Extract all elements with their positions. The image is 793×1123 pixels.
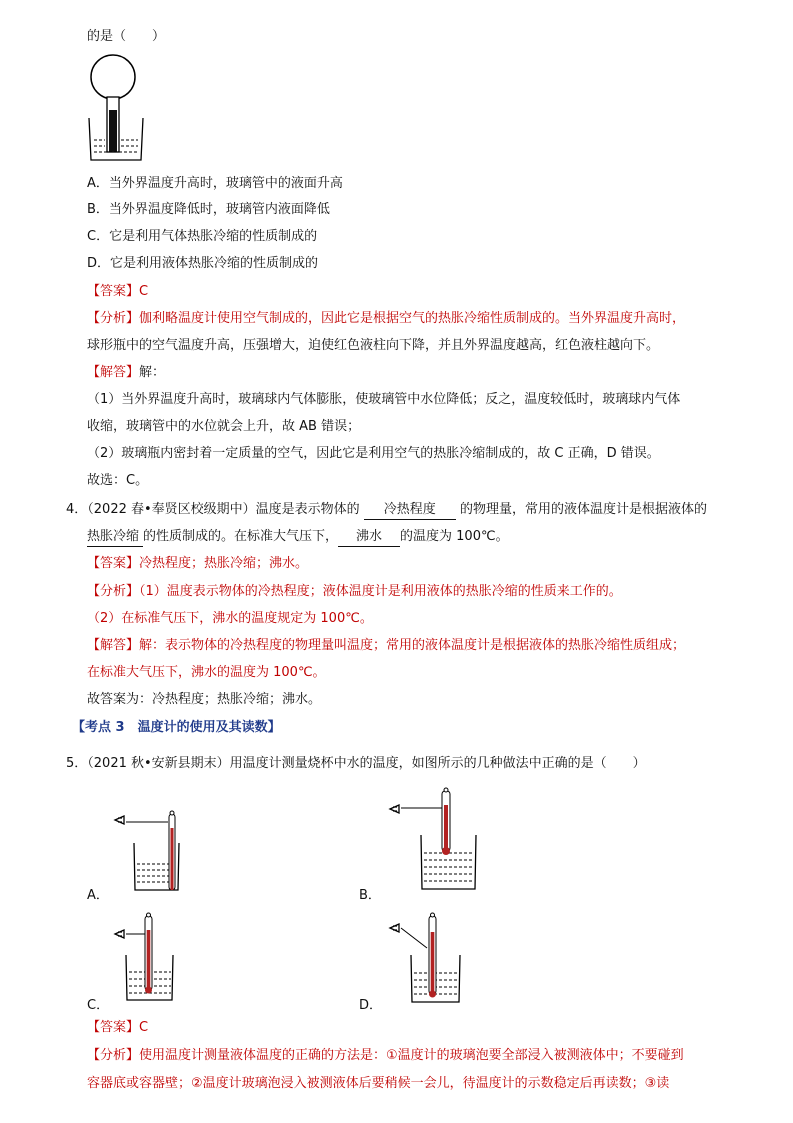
figure-d: [387, 910, 477, 1008]
answer-tag: 【答案】: [87, 284, 140, 299]
eye-icon: [390, 805, 399, 813]
q5-label-a: A．: [87, 888, 109, 903]
q5-label-c: C．: [87, 998, 110, 1013]
q4-solution-2: 在标准大气压下，沸水的温度为 100℃。: [87, 665, 326, 680]
q5-stem: 5．（2021 秋•安新县期末）用温度计测量烧杯中水的温度，如图所示的几种做法中正确的是（ ）: [66, 756, 646, 771]
section-heading: 【考点 3 温度计的使用及其读数】: [72, 720, 281, 735]
q4-stem-d: 的温度为 100℃。: [400, 529, 509, 544]
galileo-thermometer-figure: [85, 52, 155, 164]
answer-value: C: [139, 1020, 149, 1035]
analysis-text: （1）温度表示物体的冷热程度；液体温度计是利用液体的热胀冷缩的性质来工作的。: [139, 584, 622, 599]
q4-stem-line2: [87, 528, 509, 547]
q3-stem-tail: 的是（ ）: [87, 29, 166, 44]
figure-b: [387, 783, 479, 895]
q3-solution-3: （2）玻璃瓶内密封着一定质量的空气，因此它是利用空气的热胀冷缩制成的，故 C 正确，D 错误。: [87, 446, 660, 461]
q3-choose: 故选：C。: [87, 473, 149, 488]
q3-option-d: D．它是利用液体热胀冷缩的性质制成的: [87, 256, 319, 271]
q4-stem-b: 的物理量，常用的液体温度计是根据液体的: [459, 502, 707, 517]
solution-tag: 【解答】: [87, 365, 140, 380]
solution-head: 解：: [139, 365, 166, 380]
solution-tag: 【解答】: [87, 638, 140, 653]
q4-analysis-1: [87, 583, 622, 601]
analysis-text: 伽利略温度计使用空气制成的，因此它是根据空气的热胀冷缩性质制成的。当外界温度升高时，: [139, 311, 686, 326]
analysis-tag: 【分析】: [87, 1048, 140, 1063]
q4-answer: [87, 555, 308, 573]
q4-stem-line1: [66, 501, 707, 520]
q3-analysis-2: 球形瓶中的空气温度升高，压强增大，迫使红色液柱向下降，并且外界温度越高，红色液柱越向下。: [87, 338, 660, 353]
q3-option-c: C．它是利用气体热胀冷缩的性质制成的: [87, 229, 318, 244]
eye-icon: [390, 924, 399, 932]
q3-option-b: B．当外界温度降低时，玻璃管内液面降低: [87, 202, 330, 217]
q5-label-d: D．: [359, 998, 383, 1013]
q5-analysis-2: 容器底或容器壁；②温度计玻璃泡浸入被测液体后要稍候一会儿，待温度计的示数稳定后再读数；③读: [87, 1076, 670, 1091]
q4-final: 故答案为：冷热程度；热胀冷缩；沸水。: [87, 692, 322, 707]
analysis-text: 使用温度计测量液体温度的正确的方法是：①温度计的玻璃泡要全部浸入被测液体中；不要碰到: [139, 1048, 684, 1063]
eye-icon: [115, 930, 124, 938]
q3-answer: [87, 283, 148, 301]
q3-solution-1: （1）当外界温度升高时，玻璃球内气体膨胀，使玻璃管中水位降低；反之，温度较低时，玻璃球内气体: [87, 392, 681, 407]
q5-label-b: B．: [359, 888, 381, 903]
q4-stem-a: 4．（2022 春•奉贤区校级期中）温度是表示物体的: [66, 502, 360, 517]
q3-analysis-1: [87, 310, 685, 328]
q5-answer: [87, 1019, 148, 1037]
figure-c: [112, 910, 192, 1005]
answer-tag: 【答案】: [87, 1020, 140, 1035]
q4-blank-3: 沸水: [338, 528, 400, 547]
eye-icon: [115, 816, 124, 824]
figure-a: [112, 808, 192, 896]
solution-text: 解：表示物体的冷热程度的物理量叫温度；常用的液体温度计是根据液体的热胀冷缩性质组成；: [139, 638, 686, 653]
q3-solution-2: 收缩，玻璃管中的水位就会上升，故 AB 错误；: [87, 419, 361, 434]
q4-stem-c: 的性质制成的。在标准大气压下，: [143, 529, 339, 544]
q3-option-a: A．当外界温度升高时，玻璃管中的液面升高: [87, 176, 343, 191]
q4-analysis-2: （2）在标准气压下，沸水的温度规定为 100℃。: [87, 611, 373, 626]
q3-solution-head: [87, 364, 165, 382]
analysis-tag: 【分析】: [87, 311, 140, 326]
q4-solution-1: [87, 637, 685, 655]
answer-value: C: [139, 284, 149, 299]
answer-tag: 【答案】: [87, 556, 140, 571]
answer-value: 冷热程度；热胀冷缩；沸水。: [139, 556, 309, 571]
q4-blank-2: 热胀冷缩: [87, 528, 143, 547]
analysis-tag: 【分析】: [87, 584, 140, 599]
q4-blank-1: 冷热程度: [364, 501, 456, 520]
q5-analysis-1: [87, 1047, 684, 1065]
